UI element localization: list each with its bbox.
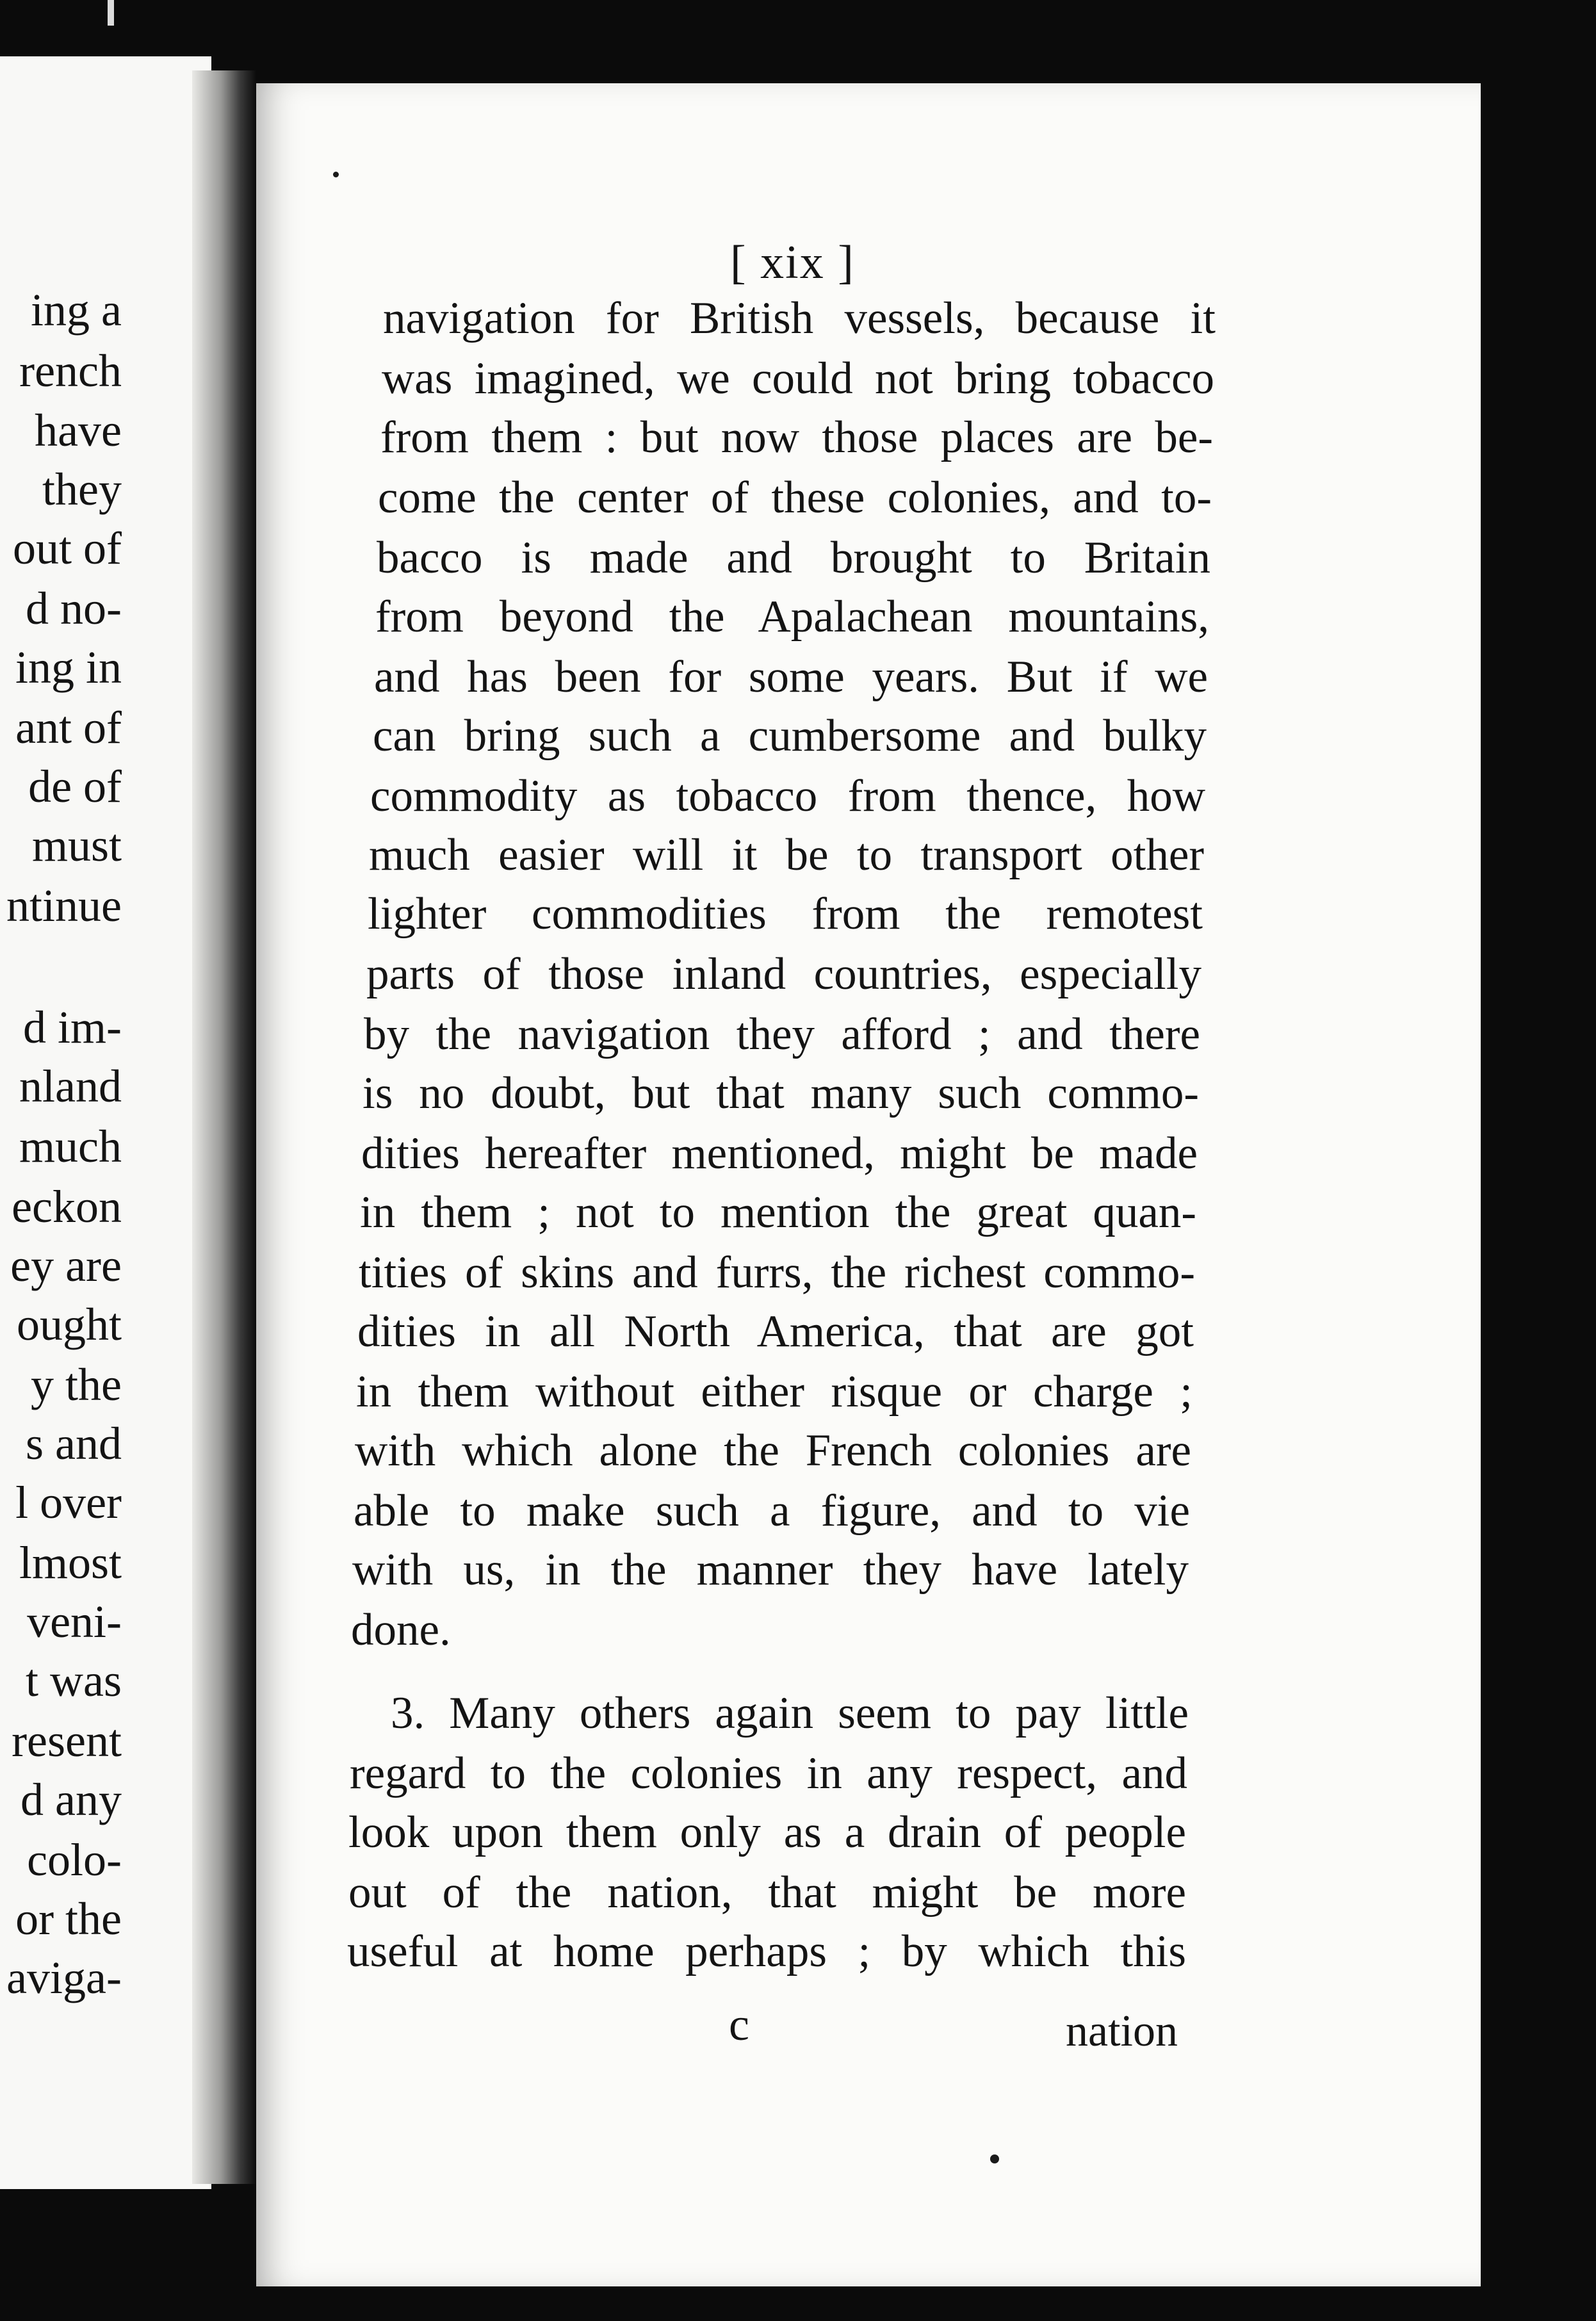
catchword: nation <box>1066 2007 1178 2056</box>
ink-speck <box>990 2154 999 2163</box>
text-line: look upon them only as a drain of people <box>348 1807 1186 1857</box>
left-line: ant of <box>15 702 122 753</box>
text-line: can bring such a cumbersome and bulky <box>373 711 1207 761</box>
left-line: ought <box>16 1299 122 1350</box>
left-line: they <box>42 464 122 515</box>
left-line: de of <box>28 761 122 812</box>
left-line: ntinue <box>6 880 122 931</box>
text-line: dities in all North America, that are got <box>357 1307 1194 1356</box>
text-line: from beyond the Apalachean mountains, <box>375 592 1209 642</box>
left-line: resent <box>12 1715 122 1766</box>
text-line: was imagined, we could not bring tobacco <box>382 354 1214 403</box>
left-line: eckon <box>12 1181 122 1232</box>
left-line: out of <box>13 523 122 574</box>
left-line: l over <box>15 1477 122 1528</box>
text-line: from them : but now those places are be- <box>380 412 1213 462</box>
text-line: and has been for some years. But if we <box>374 652 1208 702</box>
left-line: or the <box>15 1893 122 1944</box>
left-line: rench <box>19 345 122 396</box>
signature-mark: c <box>729 1999 749 2050</box>
text-line: lighter commodities from the remotest <box>368 889 1203 939</box>
text-line: commodity as tobacco from thence, how <box>370 771 1205 821</box>
left-line: ing in <box>15 642 122 693</box>
left-line: y the <box>31 1359 122 1410</box>
text-line: regard to the colonies in any respect, and <box>350 1748 1187 1798</box>
text-line: able to make such a figure, and to vie <box>354 1486 1190 1536</box>
text-line: in them ; not to mention the great quan- <box>360 1187 1196 1237</box>
text-line: with which alone the French colonies are <box>355 1426 1191 1476</box>
left-line: d im- <box>23 1002 122 1053</box>
text-line: 3. Many others again seem to pay little <box>391 1688 1189 1738</box>
ink-speck <box>333 172 339 177</box>
left-line: aviga- <box>6 1952 122 2003</box>
left-line: s and <box>26 1418 122 1469</box>
text-line: useful at home perhaps ; by which this <box>347 1926 1186 1976</box>
text-line: out of the nation, that might be more <box>348 1868 1186 1918</box>
left-line: d any <box>20 1774 122 1825</box>
text-line: parts of those inland countries, especially <box>366 949 1201 999</box>
text-line: tities of skins and furrs, the richest commo- <box>359 1248 1195 1298</box>
left-line: veni- <box>27 1596 122 1647</box>
left-line: ing a <box>31 284 122 336</box>
text-line: done. <box>351 1605 451 1655</box>
text-line: much easier will it be to transport other <box>369 830 1204 880</box>
left-line: lmost <box>19 1537 122 1588</box>
text-line: navigation for British vessels, because it <box>383 293 1216 343</box>
text-line: come the center of these colonies, and to- <box>378 473 1212 523</box>
left-line: d no- <box>26 583 122 634</box>
left-line: much <box>19 1121 122 1172</box>
left-line: have <box>35 405 122 456</box>
corner-mark <box>108 0 114 26</box>
text-line: by the navigation they afford ; and there <box>364 1009 1200 1059</box>
left-line: must <box>31 820 122 871</box>
text-line: bacco is made and brought to Britain <box>377 533 1210 583</box>
left-line: ey are <box>10 1240 122 1291</box>
text-line: in them without either risque or charge ; <box>356 1367 1193 1417</box>
text-line: dities hereafter mentioned, might be made <box>361 1128 1198 1178</box>
text-line: is no doubt, but that many such commo- <box>362 1068 1199 1118</box>
left-line: t was <box>26 1655 122 1706</box>
left-line: colo- <box>27 1834 122 1885</box>
left-line: nland <box>19 1061 122 1112</box>
book-gutter <box>192 70 256 2184</box>
running-head: [ xix ] <box>730 236 855 289</box>
previous-page <box>0 56 211 2189</box>
text-line: with us, in the manner they have lately <box>352 1545 1189 1595</box>
